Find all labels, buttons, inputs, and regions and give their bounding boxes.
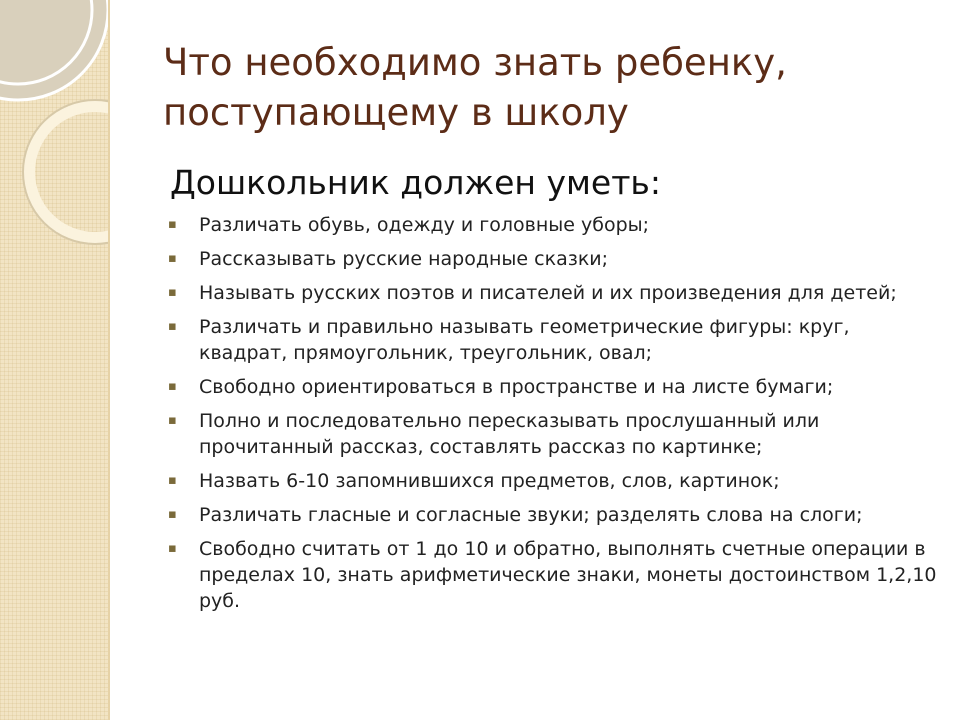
bullet-item xyxy=(168,280,938,306)
decor-ring-middle-outline xyxy=(23,100,108,244)
bullet-text: Свободно считать от 1 до 10 и обратно, выполнять счетные операции в пределах 10, знать арифметические знаки, монеты достоинством 1,2,10 руб. xyxy=(199,538,937,612)
slide-title: Что необходимо знать ребенку, поступающему в школу xyxy=(163,41,787,134)
slide-subtitle: Дошкольник должен уметь: xyxy=(170,163,661,202)
bullet-marker-icon: ▪ xyxy=(168,507,177,522)
bullet-item xyxy=(168,408,938,460)
bullet-marker-icon: ▪ xyxy=(168,285,177,300)
bullet-marker-icon: ▪ xyxy=(168,217,177,232)
bullet-text: Называть русских поэтов и писателей и их произведения для детей; xyxy=(199,282,897,304)
bullet-marker-icon: ▪ xyxy=(168,541,177,556)
bullet-item xyxy=(168,502,938,528)
decorative-sidebar xyxy=(0,0,108,720)
bullet-marker-icon: ▪ xyxy=(168,251,177,266)
bullet-marker-icon: ▪ xyxy=(168,413,177,428)
bullet-marker-icon: ▪ xyxy=(168,319,177,334)
bullet-text: Различать обувь, одежду и головные уборы; xyxy=(199,214,650,236)
sidebar-divider xyxy=(108,0,110,720)
bullet-text: Рассказывать русские народные сказки; xyxy=(199,248,609,270)
bullet-text: Свободно ориентироваться в пространстве и на листе бумаги; xyxy=(199,376,834,398)
bullet-item xyxy=(168,212,938,238)
bullet-text: Различать гласные и согласные звуки; разделять слова на слоги; xyxy=(199,504,863,526)
bullet-text: Назвать 6-10 запомнившихся предметов, слов, картинок; xyxy=(199,470,780,492)
bullet-item xyxy=(168,246,938,272)
bullet-item xyxy=(168,468,938,494)
bullet-item xyxy=(168,314,938,366)
bullet-item xyxy=(168,374,938,400)
bullet-marker-icon: ▪ xyxy=(168,379,177,394)
bullet-text: Различать и правильно называть геометрические фигуры: круг, квадрат, прямоугольник, треугольник, овал; xyxy=(199,316,850,364)
bullet-list xyxy=(168,212,938,622)
decorative-circles xyxy=(0,0,108,720)
bullet-text: Полно и последовательно пересказывать прослушанный или прочитанный рассказ, составлять рассказ по картинке; xyxy=(199,410,820,458)
bullet-item xyxy=(168,536,938,614)
bullet-marker-icon: ▪ xyxy=(168,473,177,488)
